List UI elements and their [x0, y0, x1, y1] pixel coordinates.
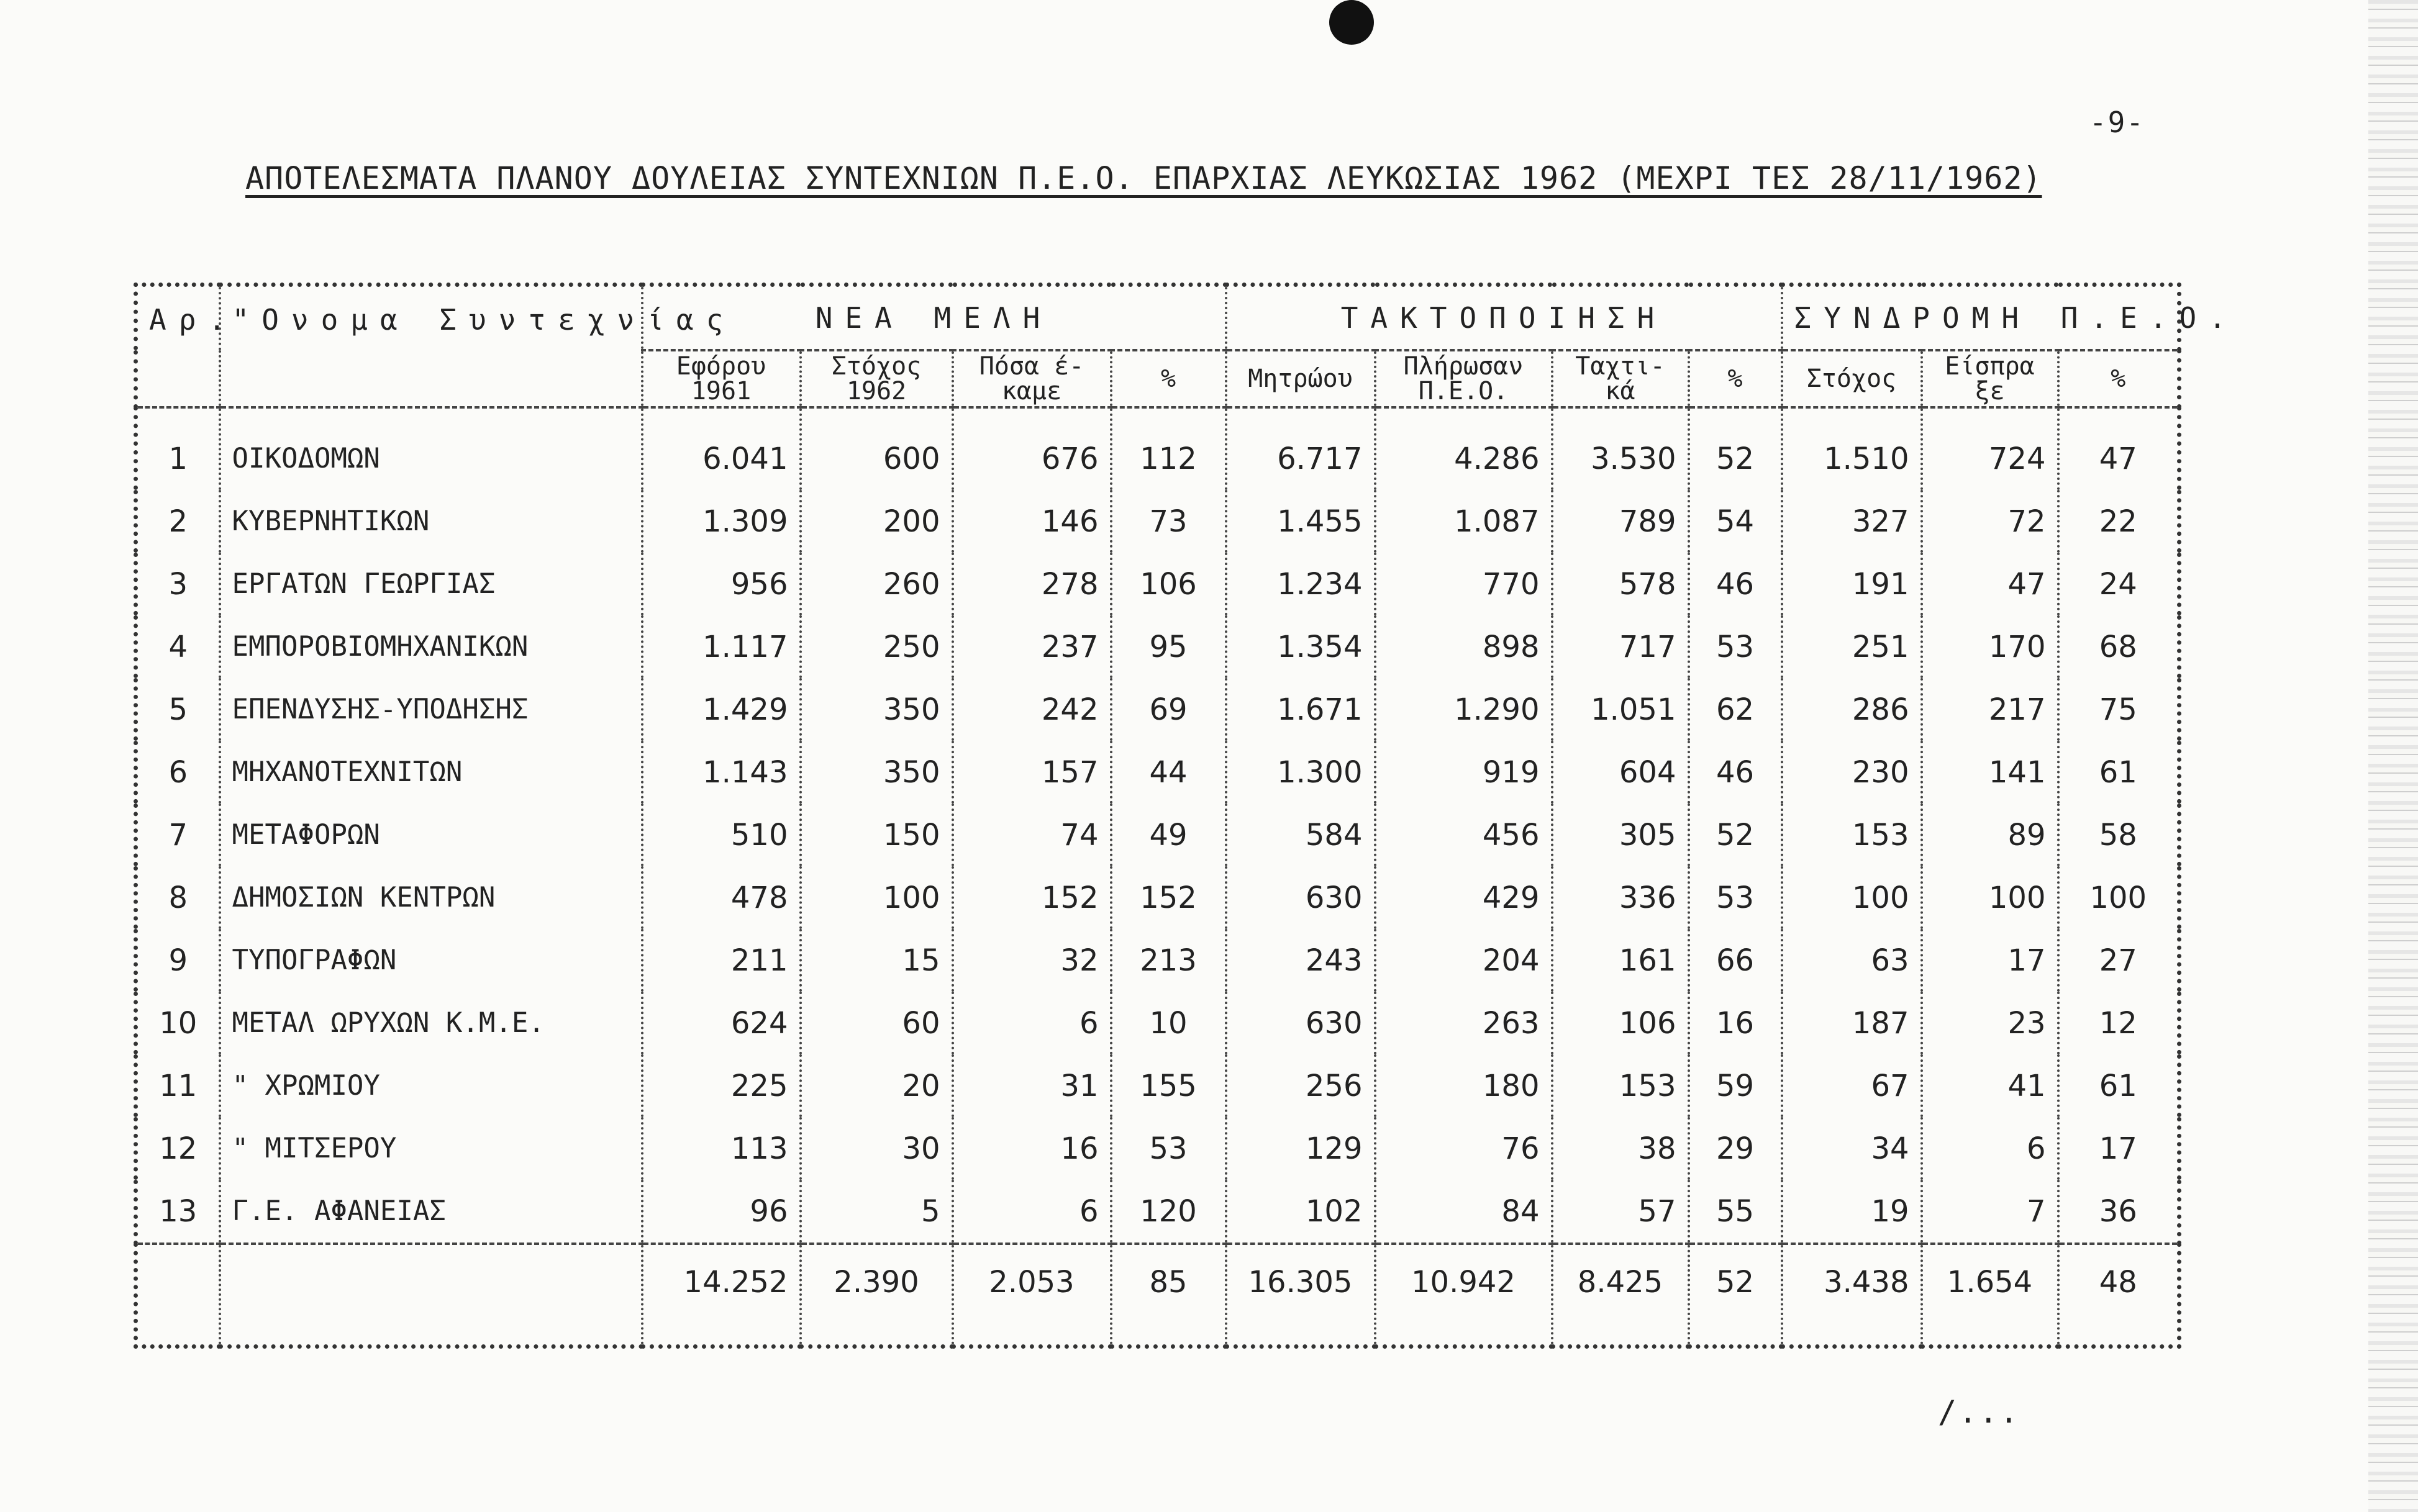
table-cell: 187: [1782, 992, 1922, 1054]
header-pct: %: [1111, 350, 1226, 407]
union-name: ΤΥΠΟΓΡΑΦΩΝ: [220, 929, 642, 992]
header-target-1962: Στόχος 1962: [801, 350, 953, 407]
table-cell: 305: [1552, 804, 1689, 866]
row-number: 12: [136, 1117, 220, 1180]
table-cell: 3.530: [1552, 407, 1689, 490]
table-cell: 429: [1375, 866, 1552, 929]
row-number: 3: [136, 553, 220, 615]
table-cell: 55: [1689, 1180, 1782, 1244]
table-cell: 770: [1375, 553, 1552, 615]
table-cell: 36: [2058, 1180, 2179, 1244]
table-cell: 350: [801, 741, 953, 804]
table-cell: 129: [1226, 1117, 1375, 1180]
table-cell: 191: [1782, 553, 1922, 615]
table-cell: 5: [801, 1180, 953, 1244]
table-cell: 63: [1782, 929, 1922, 992]
table-cell: 120: [1111, 1180, 1226, 1244]
union-name: ΚΥΒΕΡΝΗΤΙΚΩΝ: [220, 490, 642, 553]
totals-row: [136, 1244, 2179, 1347]
header-subscription: ΣΥΝΔΡΟΜΗ Π.Ε.Ο.: [1782, 285, 2179, 351]
table-cell: 84: [1375, 1180, 1552, 1244]
table-cell: 73: [1111, 490, 1226, 553]
table-cell: 102: [1226, 1180, 1375, 1244]
union-name: ΕΡΓΑΤΩΝ ΓΕΩΡΓΙΑΣ: [220, 553, 642, 615]
total-cell: 52: [1689, 1244, 1782, 1347]
table-row: [136, 490, 2179, 553]
total-cell: 14.252: [642, 1244, 801, 1347]
table-cell: 256: [1226, 1054, 1375, 1117]
table-cell: 600: [801, 407, 953, 490]
table-cell: 263: [1375, 992, 1552, 1054]
table-cell: 96: [642, 1180, 801, 1244]
table-cell: 278: [953, 553, 1111, 615]
table-cell: 260: [801, 553, 953, 615]
table-cell: 75: [2058, 678, 2179, 741]
table-cell: 95: [1111, 615, 1226, 678]
table-cell: 150: [801, 804, 953, 866]
table-cell: 46: [1689, 741, 1782, 804]
row-number: 6: [136, 741, 220, 804]
table-cell: 630: [1226, 992, 1375, 1054]
table-cell: 38: [1552, 1117, 1689, 1180]
table-cell: 6: [953, 1180, 1111, 1244]
table-cell: 584: [1226, 804, 1375, 866]
table-cell: 456: [1375, 804, 1552, 866]
union-name: ΕΠΕΝΔΥΣΗΣ-ΥΠΟΔΗΣΗΣ: [220, 678, 642, 741]
table-cell: 152: [1111, 866, 1226, 929]
row-number: 4: [136, 615, 220, 678]
table-cell: 1.429: [642, 678, 801, 741]
row-number: 10: [136, 992, 220, 1054]
table-cell: 47: [2058, 407, 2179, 490]
table-cell: 1.455: [1226, 490, 1375, 553]
table-cell: 213: [1111, 929, 1226, 992]
table-cell: 44: [1111, 741, 1226, 804]
table-cell: 100: [1922, 866, 2058, 929]
header-register: Μητρώου: [1226, 350, 1375, 407]
table-cell: 57: [1552, 1180, 1689, 1244]
table-cell: 1.051: [1552, 678, 1689, 741]
table-row: [136, 1180, 2179, 1244]
table-cell: 67: [1782, 1054, 1922, 1117]
table-cell: 23: [1922, 992, 2058, 1054]
table-cell: 52: [1689, 804, 1782, 866]
table-cell: 1.300: [1226, 741, 1375, 804]
continued-mark: /...: [1938, 1394, 2020, 1430]
header-made: Πόσα έ- καμε: [953, 350, 1111, 407]
table-cell: 327: [1782, 490, 1922, 553]
table-cell: 6.717: [1226, 407, 1375, 490]
table-cell: 286: [1782, 678, 1922, 741]
table-cell: 15: [801, 929, 953, 992]
table-cell: 230: [1782, 741, 1922, 804]
table-cell: 53: [1111, 1117, 1226, 1180]
table-cell: 10: [1111, 992, 1226, 1054]
table-cell: 34: [1782, 1117, 1922, 1180]
table-cell: 200: [801, 490, 953, 553]
row-number: 11: [136, 1054, 220, 1117]
header-sub-target: Στόχος: [1782, 350, 1922, 407]
table-cell: 76: [1375, 1117, 1552, 1180]
table-cell: 41: [1922, 1054, 2058, 1117]
table-cell: 1.143: [642, 741, 801, 804]
table-cell: 1.510: [1782, 407, 1922, 490]
table-cell: 53: [1689, 866, 1782, 929]
union-name: ΕΜΠΟΡΟΒΙΟΜΗΧΑΝΙΚΩΝ: [220, 615, 642, 678]
table-cell: 250: [801, 615, 953, 678]
table-cell: 217: [1922, 678, 2058, 741]
table-cell: 724: [1922, 407, 2058, 490]
header-pct-2: %: [1689, 350, 1782, 407]
ink-blot: [1329, 0, 1374, 45]
table-cell: 170: [1922, 615, 2058, 678]
row-number: 2: [136, 490, 220, 553]
table-cell: 30: [801, 1117, 953, 1180]
row-number: 8: [136, 866, 220, 929]
table-cell: 225: [642, 1054, 801, 1117]
table-cell: 604: [1552, 741, 1689, 804]
table-row: [136, 804, 2179, 866]
table-cell: 153: [1552, 1054, 1689, 1117]
table-cell: 510: [642, 804, 801, 866]
table-row: [136, 992, 2179, 1054]
table-cell: 157: [953, 741, 1111, 804]
header-pct-3: %: [2058, 350, 2179, 407]
header-paid: Πλήρωσαν Π.Ε.Ο.: [1375, 350, 1552, 407]
table-cell: 956: [642, 553, 801, 615]
table-body: [136, 407, 2179, 1244]
table-cell: 19: [1782, 1180, 1922, 1244]
table-cell: 53: [1689, 615, 1782, 678]
document-title: ΑΠΟΤΕΛΕΣΜΑΤΑ ΠΛΑΝΟΥ ΔΟΥΛΕΙΑΣ ΣΥΝΤΕΧΝΙΩΝ Π.Ε.Ο. ΕΠΑΡΧΙΑΣ ΛΕΥΚΩΣΙΑΣ 1962 (ΜΕΧΡΙ ΤΕΣ 28/11/1962): [245, 160, 2042, 196]
table-cell: 100: [801, 866, 953, 929]
table-cell: 29: [1689, 1117, 1782, 1180]
table-cell: 1.290: [1375, 678, 1552, 741]
table-cell: 69: [1111, 678, 1226, 741]
table-cell: 6: [1922, 1117, 2058, 1180]
row-number: 13: [136, 1180, 220, 1244]
table-cell: 60: [801, 992, 953, 1054]
table-cell: 717: [1552, 615, 1689, 678]
table-cell: 27: [2058, 929, 2179, 992]
table-cell: 16: [1689, 992, 1782, 1054]
header-collected: Είσπρα ξε: [1922, 350, 2058, 407]
table-cell: 624: [642, 992, 801, 1054]
table-row: [136, 741, 2179, 804]
header-regular: Ταχτι- κά: [1552, 350, 1689, 407]
total-cell: 16.305: [1226, 1244, 1375, 1347]
header-no: Αρ.: [136, 285, 220, 408]
table-cell: 59: [1689, 1054, 1782, 1117]
results-table: [134, 283, 2238, 1349]
table-row: [136, 553, 2179, 615]
table-cell: 1.354: [1226, 615, 1375, 678]
table-cell: 113: [642, 1117, 801, 1180]
total-cell: 1.654: [1922, 1244, 2058, 1347]
total-cell: 85: [1111, 1244, 1226, 1347]
table-cell: 22: [2058, 490, 2179, 553]
table-cell: 7: [1922, 1180, 2058, 1244]
table-cell: 61: [2058, 741, 2179, 804]
table-cell: 1.117: [642, 615, 801, 678]
table-cell: 6.041: [642, 407, 801, 490]
table-cell: 20: [801, 1054, 953, 1117]
table-cell: 1.087: [1375, 490, 1552, 553]
table-cell: 54: [1689, 490, 1782, 553]
header-new-members: ΝΕΑ ΜΕΛΗ: [642, 285, 1226, 351]
table-cell: 180: [1375, 1054, 1552, 1117]
total-cell: 2.390: [801, 1244, 953, 1347]
table-cell: 237: [953, 615, 1111, 678]
table-cell: 89: [1922, 804, 2058, 866]
table-cell: 17: [1922, 929, 2058, 992]
union-name: " ΜΙΤΣΕΡΟΥ: [220, 1117, 642, 1180]
union-name: Γ.Ε. ΑΦΑΝΕΙΑΣ: [220, 1180, 642, 1244]
table-cell: 46: [1689, 553, 1782, 615]
table-cell: 919: [1375, 741, 1552, 804]
total-cell: 3.438: [1782, 1244, 1922, 1347]
table-cell: 47: [1922, 553, 2058, 615]
table-cell: 66: [1689, 929, 1782, 992]
table-cell: 31: [953, 1054, 1111, 1117]
total-cell: 8.425: [1552, 1244, 1689, 1347]
total-cell: 2.053: [953, 1244, 1111, 1347]
table-cell: 350: [801, 678, 953, 741]
row-number: 5: [136, 678, 220, 741]
table-cell: 155: [1111, 1054, 1226, 1117]
header-organisation: ΤΑΚΤΟΠΟΙΗΣΗ: [1226, 285, 1782, 351]
totals-blank: [136, 1244, 220, 1347]
table-cell: 24: [2058, 553, 2179, 615]
table-cell: 58: [2058, 804, 2179, 866]
table-cell: 478: [642, 866, 801, 929]
total-cell: 48: [2058, 1244, 2179, 1347]
table-cell: 152: [953, 866, 1111, 929]
union-name: ΟΙΚΟΔΟΜΩΝ: [220, 407, 642, 490]
row-number: 1: [136, 407, 220, 490]
union-name: " ΧΡΩΜΙΟΥ: [220, 1054, 642, 1117]
table-cell: 52: [1689, 407, 1782, 490]
table-cell: 243: [1226, 929, 1375, 992]
table-row: [136, 407, 2179, 490]
table-cell: 16: [953, 1117, 1111, 1180]
table-row: [136, 1117, 2179, 1180]
table-cell: 789: [1552, 490, 1689, 553]
table-cell: 204: [1375, 929, 1552, 992]
table-cell: 32: [953, 929, 1111, 992]
table-cell: 630: [1226, 866, 1375, 929]
table-cell: 1.309: [642, 490, 801, 553]
table-cell: 578: [1552, 553, 1689, 615]
table-cell: 6: [953, 992, 1111, 1054]
table-cell: 106: [1552, 992, 1689, 1054]
table-row: [136, 866, 2179, 929]
page-number: -9-: [2089, 106, 2145, 139]
table-cell: 153: [1782, 804, 1922, 866]
table-cell: 49: [1111, 804, 1226, 866]
header-group-row: [136, 285, 2179, 351]
table-cell: 106: [1111, 553, 1226, 615]
table-cell: 112: [1111, 407, 1226, 490]
union-name: ΜΕΤΑΛ ΩΡΥΧΩΝ Κ.Μ.Ε.: [220, 992, 642, 1054]
table-cell: 161: [1552, 929, 1689, 992]
union-name: ΜΕΤΑΦΟΡΩΝ: [220, 804, 642, 866]
table-cell: 211: [642, 929, 801, 992]
total-cell: 10.942: [1375, 1244, 1552, 1347]
table-row: [136, 1054, 2179, 1117]
table-cell: 17: [2058, 1117, 2179, 1180]
table-cell: 676: [953, 407, 1111, 490]
table-cell: 72: [1922, 490, 2058, 553]
table-row: [136, 678, 2179, 741]
table-cell: 251: [1782, 615, 1922, 678]
table-row: [136, 929, 2179, 992]
table-cell: 61: [2058, 1054, 2179, 1117]
table-cell: 4.286: [1375, 407, 1552, 490]
table-cell: 100: [2058, 866, 2179, 929]
table-cell: 68: [2058, 615, 2179, 678]
header-name: "Ονομα Συντεχνίας: [220, 285, 642, 408]
union-name: ΔΗΜΟΣΙΩΝ ΚΕΝΤΡΩΝ: [220, 866, 642, 929]
scan-edge: [2368, 0, 2418, 1512]
row-number: 7: [136, 804, 220, 866]
table-cell: 62: [1689, 678, 1782, 741]
table-cell: 242: [953, 678, 1111, 741]
union-name: ΜΗΧΑΝΟΤΕΧΝΙΤΩΝ: [220, 741, 642, 804]
header-efforou: Εφόρου 1961: [642, 350, 801, 407]
table-cell: 336: [1552, 866, 1689, 929]
table-cell: 1.234: [1226, 553, 1375, 615]
table-cell: 1.671: [1226, 678, 1375, 741]
row-number: 9: [136, 929, 220, 992]
table-cell: 141: [1922, 741, 2058, 804]
table-cell: 100: [1782, 866, 1922, 929]
totals-blank: [220, 1244, 642, 1347]
table-row: [136, 615, 2179, 678]
table-cell: 146: [953, 490, 1111, 553]
table-cell: 12: [2058, 992, 2179, 1054]
table-cell: 898: [1375, 615, 1552, 678]
table-cell: 74: [953, 804, 1111, 866]
